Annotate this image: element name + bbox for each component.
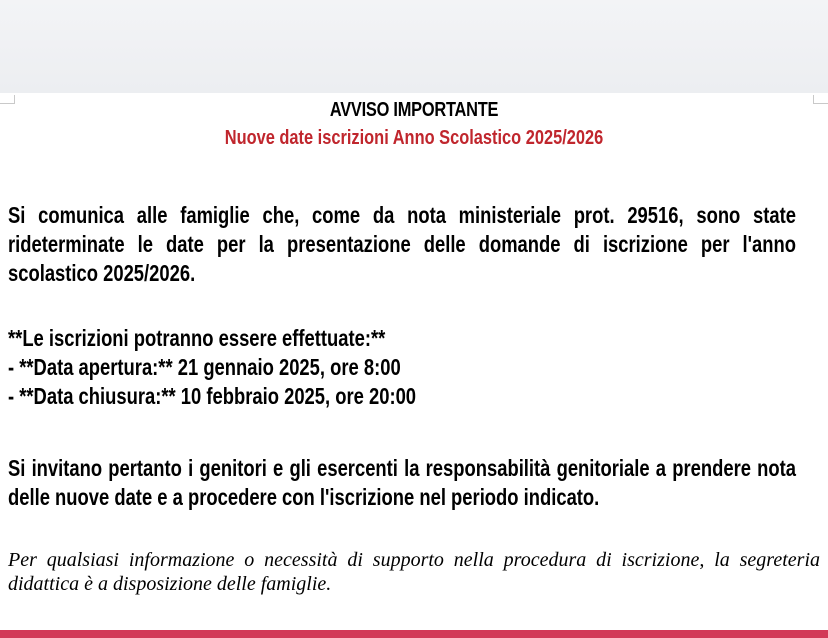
document-page [0,93,828,630]
page-corner-marker-left [0,95,15,104]
notice-subtitle: Nuove date iscrizioni Anno Scolastico 2025/2026 [224,127,604,149]
notice-title: AVVISO IMPORTANTE [329,99,499,121]
footer-note: Per qualsiasi informazione o necessità di supporto nella procedura di iscrizione, la segreteria didattica è a disposizione delle famiglie. [8,549,820,595]
opening-date-line: - **Data apertura:** 21 gennaio 2025, ore 8:00 [8,354,401,380]
enrollment-dates-block [8,324,796,411]
paragraph-invitation: Si invitano pertanto i genitori e gli esercenti la responsabilità genitoriale a prendere nota delle nuove date e a procedere con l'iscrizione nel periodo indicato. [8,455,796,510]
page-corner-marker-right [813,95,828,104]
closing-date-line: - **Data chiusura:** 10 febbraio 2025, ore 20:00 [8,383,417,409]
paragraph-intro: Si comunica alle famiglie che, come da nota ministeriale prot. 29516, sono state rideterminate le date per la presentazione delle domande di iscrizione per l'anno scolastico 2025/2026. [8,202,796,286]
bottom-accent-bar [0,630,828,638]
enrollment-heading: **Le iscrizioni potranno essere effettuate:** [8,325,386,351]
viewer-toolbar-area [0,0,828,93]
